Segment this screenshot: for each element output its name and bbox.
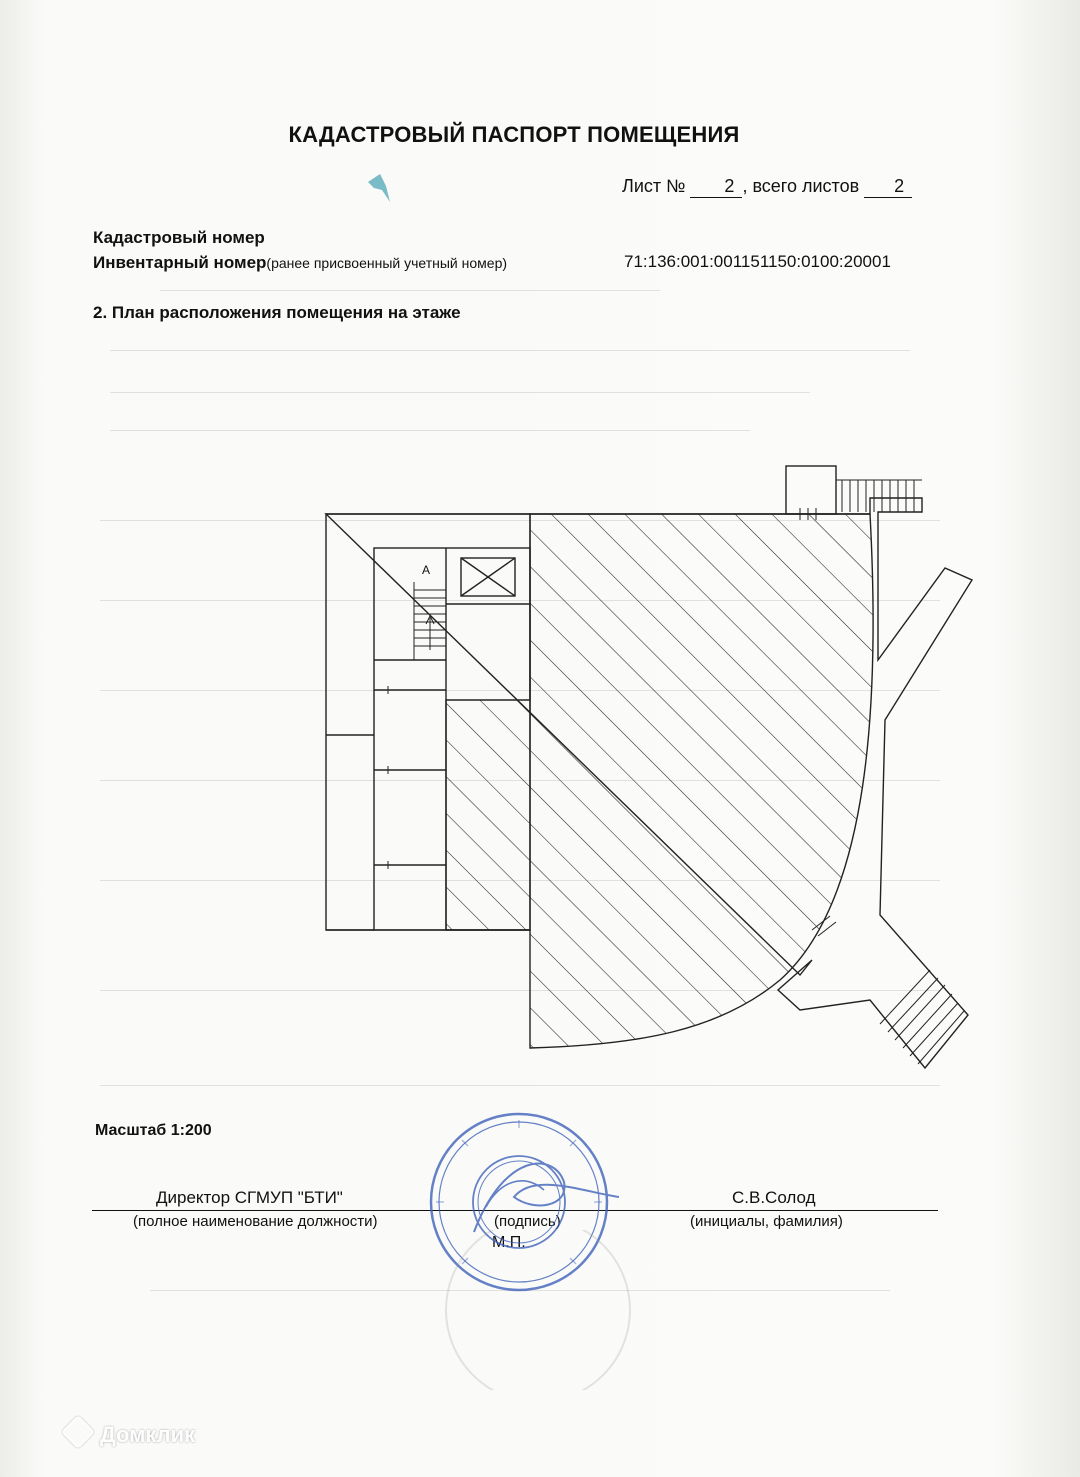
inventory-number-title: Инвентарный номер — [93, 253, 267, 272]
domclick-logo-icon — [61, 1415, 95, 1449]
scale-label: Масштаб 1:200 — [95, 1122, 212, 1139]
section-title: 2. План расположения помещения на этаже — [93, 303, 461, 322]
sheet-total: 2 — [864, 176, 912, 198]
stamp-ghost — [420, 1230, 650, 1390]
signer-position: Директор СГМУП "БТИ" — [156, 1188, 343, 1207]
sheet-total-label: , всего листов — [742, 176, 860, 196]
cadastral-number-value: 71:136:001:001151150:0100:20001 — [624, 252, 891, 271]
watermark — [66, 1420, 195, 1448]
cadastral-number-label: Кадастровый номер — [93, 228, 265, 247]
name-caption: (инициалы, фамилия) — [690, 1213, 843, 1230]
position-caption: (полное наименование должности) — [133, 1213, 378, 1230]
watermark-text: Домклик — [100, 1422, 196, 1447]
signer-name: С.В.Солод — [732, 1188, 816, 1207]
seal-caption: М.П. — [492, 1234, 526, 1251]
plan-marker: А — [422, 563, 431, 577]
sheet-current: 2 — [690, 176, 742, 198]
sheet-label: Лист № — [622, 176, 686, 196]
document-title: КАДАСТРОВЫЙ ПАСПОРТ ПОМЕЩЕНИЯ — [288, 122, 740, 147]
inventory-number-note: (ранее присвоенный учетный номер) — [266, 255, 508, 271]
sign-caption: (подпись) — [494, 1213, 561, 1230]
